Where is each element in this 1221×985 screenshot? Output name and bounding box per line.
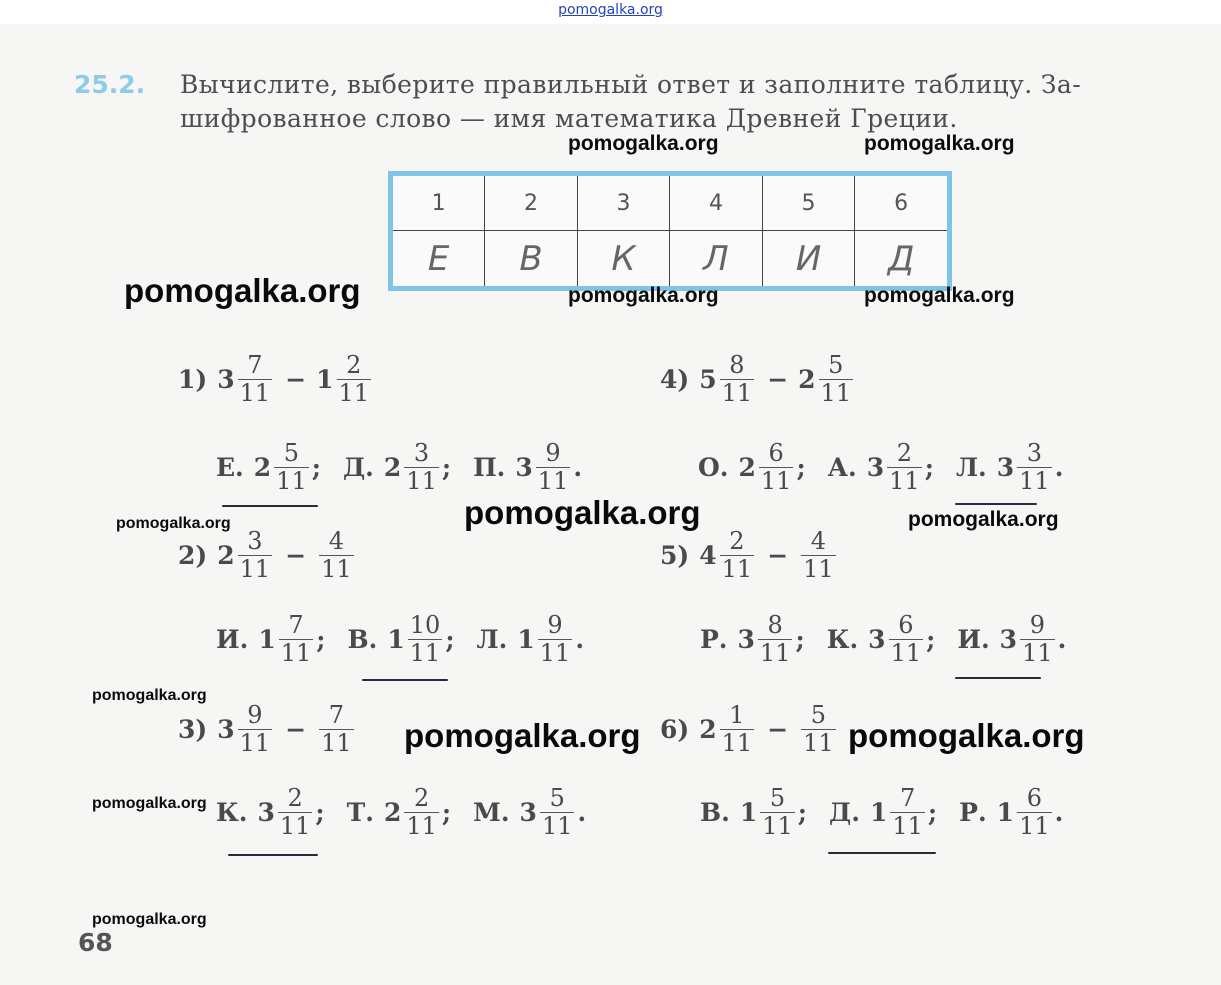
option-letter: И.: [957, 624, 990, 654]
option-separator: ;: [441, 452, 452, 482]
watermark: pomogalka.org: [568, 284, 719, 307]
fraction: [238, 528, 273, 583]
option-letter: Д.: [829, 797, 860, 827]
fraction-denominator: 11: [892, 811, 923, 840]
fraction-denominator: 11: [280, 638, 312, 667]
answer-table-letter-row: [391, 231, 950, 289]
fraction-numerator: 2: [413, 784, 430, 812]
exercise-label: 1): [178, 364, 208, 394]
fraction: [319, 702, 354, 757]
answer-underline: [222, 505, 318, 507]
answer-table-header-row: [391, 174, 950, 231]
answer-underline: [828, 852, 936, 854]
option-separator: .: [1054, 452, 1064, 482]
mixed-number-whole: 4: [699, 540, 717, 570]
fraction-denominator: 11: [820, 378, 852, 407]
exercise-expression: [178, 702, 357, 757]
exercise-expression: [178, 352, 374, 407]
exercise-label: 2): [178, 540, 208, 570]
fraction-numerator: 6: [1026, 784, 1042, 812]
option-separator: .: [573, 452, 583, 482]
fraction-numerator: 9: [547, 611, 563, 639]
task-number: 25.2.: [74, 70, 146, 99]
exercise-label: 5): [660, 540, 690, 570]
fraction: [1020, 612, 1055, 667]
mixed-number-whole: 3: [217, 714, 235, 744]
option-letter: В.: [347, 624, 378, 654]
handwritten-letter-cell: Е: [391, 231, 485, 289]
mixed-number-whole: 2: [217, 540, 235, 570]
answer-underline: [955, 503, 1037, 505]
mixed-number-whole: 2: [699, 714, 717, 744]
watermark: pomogalka.org: [92, 911, 207, 928]
fraction-numerator: 9: [1029, 611, 1045, 639]
option-letter: Т.: [346, 797, 374, 827]
fraction-denominator: 11: [760, 466, 792, 495]
mixed-number-whole: 3: [996, 452, 1015, 482]
answer-options: [216, 612, 584, 667]
option-separator: .: [1057, 624, 1067, 654]
watermark: pomogalka.org: [908, 508, 1059, 531]
fraction: [759, 440, 794, 495]
fraction-numerator: 8: [767, 611, 783, 639]
option-letter: А.: [827, 452, 857, 482]
option-separator: .: [577, 797, 587, 827]
answer-options: [700, 612, 1066, 667]
table-header-cell: 2: [485, 174, 577, 231]
fraction-denominator: 11: [721, 554, 753, 583]
fraction-denominator: 11: [321, 728, 352, 757]
handwritten-letter-cell: В: [485, 231, 577, 289]
fraction: [1017, 440, 1052, 495]
site-link[interactable]: pomogalka.org: [558, 2, 663, 18]
option-letter: Л.: [476, 624, 508, 654]
fraction: [538, 612, 573, 667]
mixed-number-whole: 3: [217, 364, 235, 394]
option-letter: Р.: [700, 624, 728, 654]
mixed-number-whole: 1: [316, 364, 334, 394]
fraction-numerator: 4: [810, 527, 827, 555]
option-letter: К.: [826, 624, 859, 654]
option-letter: М.: [473, 797, 510, 827]
mixed-number-whole: 2: [798, 364, 816, 394]
watermark: pomogalka.org: [568, 132, 719, 155]
fraction: [720, 702, 755, 757]
answer-underline: [362, 679, 448, 681]
fraction-numerator: 4: [328, 527, 345, 555]
option-separator: ;: [924, 452, 934, 482]
mixed-number-whole: 3: [257, 797, 275, 827]
fraction-numerator: 7: [247, 351, 263, 379]
fraction-numerator: 9: [545, 439, 561, 467]
option-letter: О.: [698, 452, 729, 482]
fraction-numerator: 1: [729, 701, 745, 729]
mixed-number-whole: 3: [868, 624, 886, 654]
minus-sign: −: [767, 364, 789, 394]
fraction: [536, 440, 571, 495]
answer-options: [216, 440, 582, 495]
fraction: [801, 528, 836, 583]
watermark: pomogalka.org: [404, 717, 641, 754]
mixed-number-whole: 5: [699, 364, 717, 394]
fraction-denominator: 11: [279, 811, 311, 840]
mixed-number-whole: 2: [738, 452, 756, 482]
watermark: pomogalka.org: [116, 515, 231, 532]
fraction-denominator: 11: [1019, 466, 1050, 495]
option-separator: ;: [311, 452, 321, 482]
minus-sign: −: [767, 540, 789, 570]
exercise-label: 6): [660, 714, 690, 744]
fraction-denominator: 11: [889, 466, 920, 495]
fraction-numerator: 10: [409, 611, 441, 639]
fraction-denominator: 11: [537, 466, 569, 495]
answer-underline: [955, 677, 1041, 679]
fraction-denominator: 11: [803, 554, 834, 583]
fraction: [1017, 785, 1052, 840]
fraction-numerator: 3: [413, 439, 430, 467]
fraction-denominator: 11: [803, 728, 834, 757]
exercise-expression: [660, 528, 839, 583]
fraction-numerator: 7: [900, 784, 916, 812]
mixed-number-whole: 3: [519, 797, 537, 827]
mixed-number-whole: 1: [258, 624, 276, 654]
fraction-denominator: 11: [276, 466, 307, 495]
fraction-numerator: 5: [283, 439, 300, 467]
exercise-expression: [660, 352, 856, 407]
fraction-denominator: 11: [1022, 638, 1053, 667]
fraction: [274, 440, 309, 495]
fraction: [819, 352, 854, 407]
fraction: [540, 785, 575, 840]
fraction: [408, 612, 443, 667]
fraction: [319, 528, 354, 583]
option-letter: Е.: [216, 452, 244, 482]
mixed-number-whole: 1: [996, 797, 1015, 827]
fraction-denominator: 11: [239, 728, 271, 757]
fraction-denominator: 11: [762, 811, 793, 840]
fraction: [279, 612, 314, 667]
answer-options: [698, 440, 1063, 495]
option-separator: ;: [316, 624, 326, 654]
watermark: pomogalka.org: [124, 272, 361, 309]
table-header-cell: 5: [762, 174, 855, 231]
fraction-denominator: 11: [539, 638, 571, 667]
option-separator: ;: [927, 797, 938, 827]
fraction: [760, 785, 795, 840]
fraction-denominator: 11: [239, 378, 271, 407]
mixed-number-whole: 3: [866, 452, 885, 482]
minus-sign: −: [285, 364, 307, 394]
mixed-number-whole: 1: [739, 797, 758, 827]
mixed-number-whole: 2: [383, 452, 402, 482]
fraction-denominator: 11: [721, 728, 753, 757]
fraction-numerator: 2: [729, 527, 745, 555]
option-separator: .: [575, 624, 585, 654]
option-letter: Л.: [955, 452, 987, 482]
option-separator: ;: [926, 624, 936, 654]
fraction-denominator: 11: [406, 811, 437, 840]
fraction-denominator: 11: [541, 811, 573, 840]
fraction-numerator: 6: [898, 611, 914, 639]
handwritten-letter-cell: Л: [670, 231, 763, 289]
fraction-numerator: 5: [828, 351, 844, 379]
table-header-cell: 4: [670, 174, 763, 231]
minus-sign: −: [285, 714, 307, 744]
handwritten-letter-cell: Д: [855, 231, 950, 289]
fraction: [890, 785, 925, 840]
exercise-label: 4): [660, 364, 690, 394]
minus-sign: −: [767, 714, 789, 744]
fraction-numerator: 2: [896, 439, 913, 467]
fraction-numerator: 6: [768, 439, 784, 467]
mixed-number-whole: 1: [517, 624, 535, 654]
option-letter: К.: [216, 797, 248, 827]
fraction: [887, 440, 922, 495]
fraction-numerator: 5: [769, 784, 786, 812]
minus-sign: −: [285, 540, 307, 570]
fraction-numerator: 7: [328, 701, 345, 729]
mixed-number-whole: 2: [253, 452, 272, 482]
fraction: [889, 612, 924, 667]
exercise-expression: [660, 702, 839, 757]
option-letter: В.: [700, 797, 730, 827]
fraction: [758, 612, 793, 667]
option-separator: ;: [796, 452, 806, 482]
fraction-numerator: 5: [810, 701, 827, 729]
fraction-denominator: 11: [239, 554, 271, 583]
watermark: pomogalka.org: [848, 717, 1085, 754]
exercise-label: 3): [178, 714, 208, 744]
mixed-number-whole: 3: [999, 624, 1018, 654]
mixed-number-whole: 3: [737, 624, 755, 654]
fraction-denominator: 11: [721, 378, 753, 407]
fraction: [404, 440, 439, 495]
fraction-numerator: 3: [1026, 439, 1043, 467]
fraction: [720, 352, 755, 407]
watermark: pomogalka.org: [92, 687, 207, 704]
mixed-number-whole: 1: [869, 797, 888, 827]
fraction-denominator: 11: [321, 554, 352, 583]
task-text-line-1: Вычислите, выберите правильный ответ и заполните таблицу. За-: [180, 70, 1082, 99]
handwritten-letter-cell: И: [762, 231, 855, 289]
fraction: [337, 352, 372, 407]
fraction-numerator: 3: [247, 527, 263, 555]
fraction-denominator: 11: [759, 638, 791, 667]
fraction-denominator: 11: [409, 638, 441, 667]
option-separator: .: [1054, 797, 1064, 827]
fraction: [404, 785, 439, 840]
fraction: [238, 702, 273, 757]
option-separator: ;: [441, 797, 452, 827]
option-separator: ;: [795, 624, 805, 654]
option-separator: ;: [445, 624, 455, 654]
table-header-cell: 6: [855, 174, 950, 231]
fraction: [278, 785, 313, 840]
option-letter: П.: [473, 452, 506, 482]
fraction: [720, 528, 755, 583]
watermark: pomogalka.org: [92, 795, 207, 812]
fraction-numerator: 7: [288, 611, 304, 639]
fraction-denominator: 11: [338, 378, 370, 407]
exercise-expression: [178, 528, 357, 583]
option-letter: И.: [216, 624, 249, 654]
watermark: pomogalka.org: [864, 132, 1015, 155]
mixed-number-whole: 2: [383, 797, 402, 827]
fraction-denominator: 11: [406, 466, 437, 495]
answer-options: [216, 785, 586, 840]
option-separator: ;: [797, 797, 808, 827]
table-header-cell: 3: [577, 174, 669, 231]
fraction: [238, 352, 273, 407]
option-separator: ;: [315, 797, 325, 827]
answer-table: [388, 171, 952, 291]
answer-underline: [228, 854, 318, 856]
task-text-line-2: шифрованное слово — имя математика Древней Греции.: [180, 104, 958, 133]
fraction-numerator: 2: [287, 784, 303, 812]
handwritten-letter-cell: К: [577, 231, 669, 289]
option-letter: Р.: [959, 797, 987, 827]
fraction-denominator: 11: [890, 638, 922, 667]
fraction-numerator: 2: [346, 351, 362, 379]
fraction-denominator: 11: [1019, 811, 1050, 840]
page-number: 68: [78, 928, 113, 957]
mixed-number-whole: 1: [387, 624, 405, 654]
mixed-number-whole: 3: [515, 452, 533, 482]
watermark: pomogalka.org: [464, 494, 701, 531]
fraction-numerator: 5: [549, 784, 565, 812]
fraction-numerator: 8: [729, 351, 745, 379]
table-header-cell: 1: [391, 174, 485, 231]
fraction: [801, 702, 836, 757]
watermark: pomogalka.org: [864, 284, 1015, 307]
option-letter: Д.: [342, 452, 374, 482]
fraction-numerator: 9: [247, 701, 263, 729]
answer-options: [700, 785, 1063, 840]
